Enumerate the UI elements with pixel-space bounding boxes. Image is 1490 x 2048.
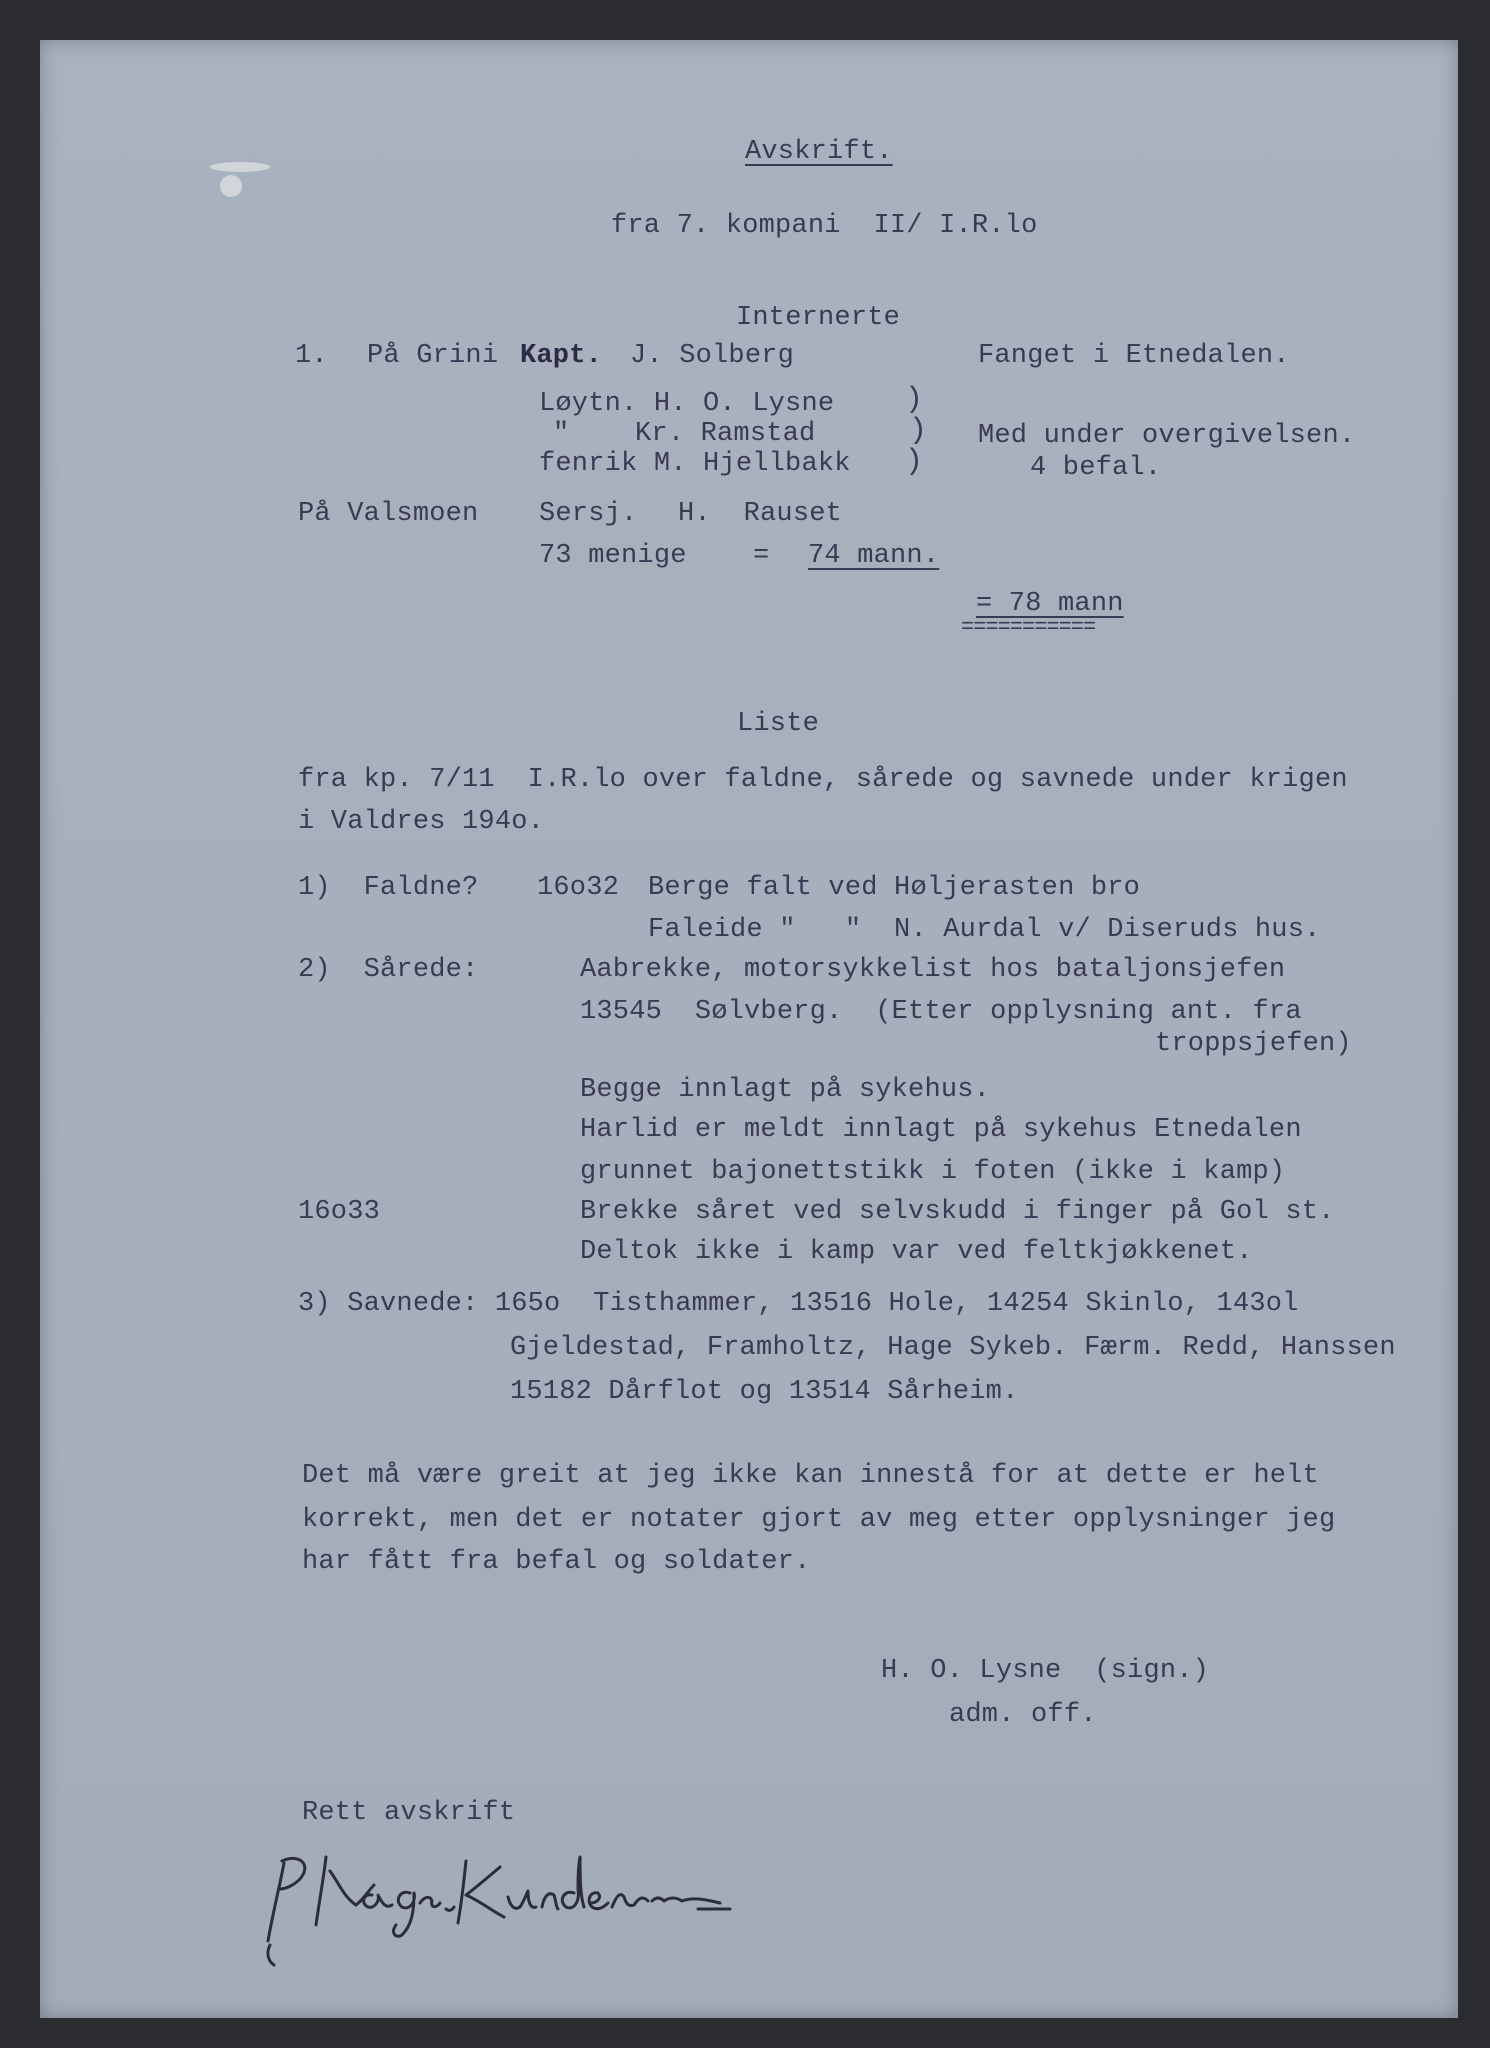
signoff-name: H. O. Lysne (sign.)	[881, 1656, 1210, 1686]
liste-intro-2: i Valdres 194o.	[298, 807, 545, 837]
from-line: fra 7. kompani II/ I.R.lo	[611, 211, 1038, 241]
fallen-label: 1) Faldne?	[298, 873, 479, 903]
wounded-entry-8: Deltok ikke i kamp var ved feltkjøkkenet.	[580, 1237, 1253, 1267]
grini-number: 1.	[295, 341, 328, 371]
group-note-2: 4 befal.	[1030, 453, 1162, 483]
fallen-id: 16o32	[537, 873, 620, 903]
grouping-bracket: )	[905, 383, 924, 417]
signoff-role: adm. off.	[949, 1700, 1097, 1730]
equals-sign: =	[753, 541, 770, 571]
officer-2: " Kr. Ramstad	[553, 419, 816, 449]
grini-note: Fanget i Etnedalen.	[978, 341, 1290, 371]
grini-rank: Kapt.	[520, 341, 603, 371]
wounded-label: 2) Sårede:	[298, 955, 479, 985]
wounded-entry-2: 13545 Sølvberg. (Etter opplysning ant. fra	[580, 997, 1302, 1027]
wounded-id: 16o33	[298, 1197, 381, 1227]
paper-blemish	[210, 162, 270, 172]
closing-line-1: Det må være greit at jeg ikke kan innestå for at dette er helt	[302, 1461, 1319, 1491]
missing-entry-2: Gjeldestad, Framholtz, Hage Sykeb. Færm. Redd, Hanssen	[510, 1333, 1396, 1363]
handwritten-signature	[260, 1845, 740, 1975]
fallen-entry-2: Faleide " " N. Aurdal v/ Diseruds hus.	[648, 915, 1321, 945]
privates-count: 73 menige	[539, 541, 687, 571]
liste-heading: Liste	[737, 709, 820, 739]
certification: Rett avskrift	[302, 1798, 516, 1828]
valsmoen-name: H. Rauset	[678, 499, 843, 529]
wounded-entry-4: Begge innlagt på sykehus.	[580, 1075, 991, 1105]
grouping-bracket: )	[905, 445, 924, 479]
closing-line-2: korrekt, men det er notater gjort av meg etter opplysninger jeg	[302, 1505, 1336, 1535]
officer-3: fenrik M. Hjellbakk	[539, 449, 851, 479]
document-page	[40, 40, 1458, 2018]
wounded-entry-3: troppsjefen)	[1155, 1029, 1352, 1059]
fallen-entry-1: Berge falt ved Høljerasten bro	[648, 873, 1141, 903]
wounded-entry-7: Brekke såret ved selvskudd i finger på Gol st.	[580, 1197, 1335, 1227]
paper-blemish	[220, 175, 242, 197]
total-double-rule: ===========	[961, 615, 1096, 640]
grini-name: J. Solberg	[630, 341, 795, 371]
grini-place: På Grini	[367, 341, 499, 371]
closing-line-3: har fått fra befal og soldater.	[302, 1547, 811, 1577]
subtotal: 74 mann.	[808, 541, 940, 571]
wounded-entry-6: grunnet bajonettstikk i foten (ikke i kamp)	[580, 1157, 1286, 1187]
liste-intro-1: fra kp. 7/11 I.R.lo over faldne, sårede og savnede under krigen	[298, 765, 1348, 795]
missing-entry-1: 3) Savnede: 165o Tisthammer, 13516 Hole, 14254 Skinlo, 143ol	[298, 1289, 1299, 1319]
wounded-entry-1: Aabrekke, motorsykkelist hos bataljonsjefen	[580, 955, 1286, 985]
wounded-entry-5: Harlid er meldt innlagt på sykehus Etnedalen	[580, 1115, 1302, 1145]
total: = 78 mann	[976, 589, 1124, 619]
grouping-bracket: )	[909, 414, 928, 448]
officer-1: Løytn. H. O. Lysne	[539, 389, 835, 419]
interned-heading: Internerte	[736, 303, 901, 333]
group-note-1: Med under overgivelsen.	[978, 421, 1356, 451]
valsmoen-rank: Sersj.	[539, 499, 638, 529]
page-title: Avskrift.	[745, 137, 893, 167]
missing-entry-3: 15182 Dårflot og 13514 Sårheim.	[510, 1377, 1019, 1407]
valsmoen-place: På Valsmoen	[298, 499, 479, 529]
